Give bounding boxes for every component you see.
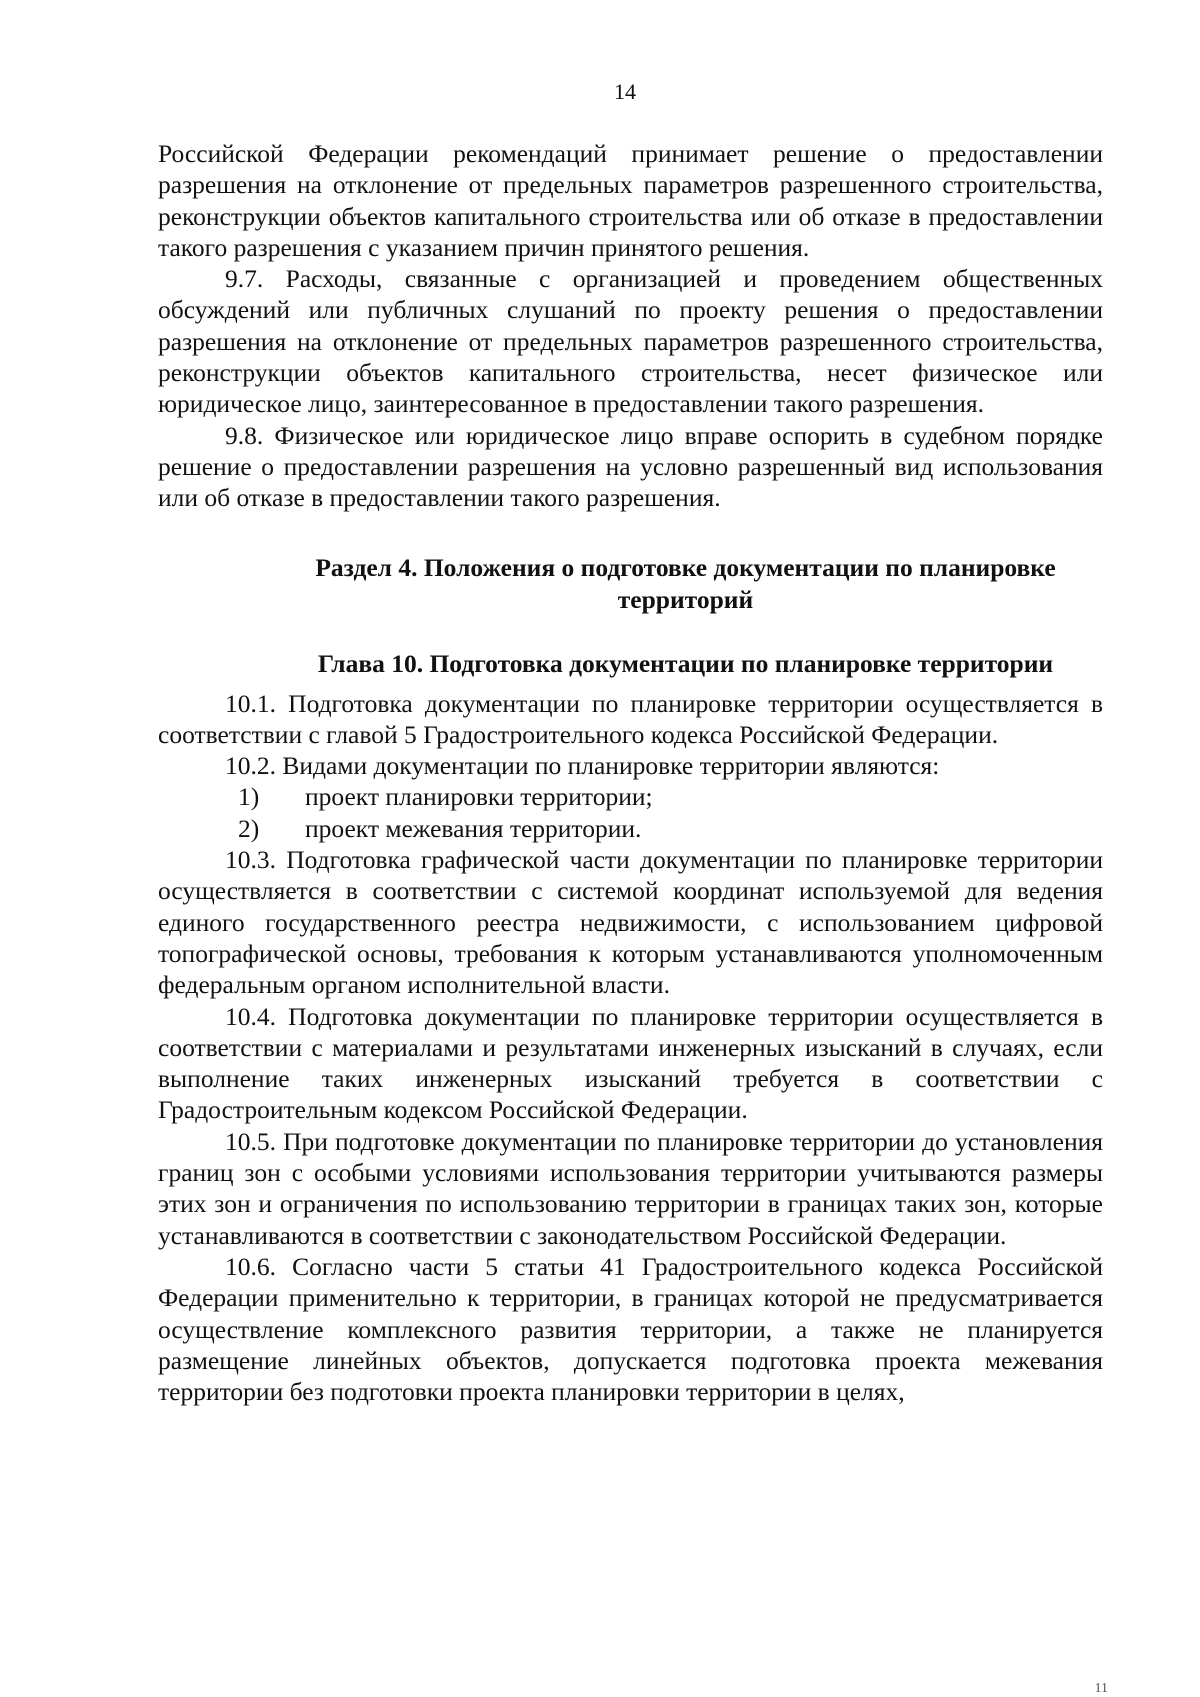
paragraph-10-1: 10.1. Подготовка документации по планировке территории осуществляется в соответствии с главой 5 Градостроительного кодекса Российской Федерации. [158,688,1103,749]
list-item [158,813,1103,844]
paragraph-9-8: 9.8. Физическое или юридическое лицо вправе оспорить в судебном порядке решение о предоставлении разрешения на условно разрешенный вид использования или об отказе в предоставлении такого разрешения. [158,420,1103,513]
paragraph-10-2: 10.2. Видами документации по планировке территории являются: [225,751,940,781]
paragraph-10-6: 10.6. Согласно части 5 статьи 41 Градостроительного кодекса Российской Федерации применительно к территории, в границах которой не предусматривается осуществление комплексного развития территории, а также не планируется размещение линейных объектов, допускается подготовка проекта межевания территории без подготовки проекта планировки территории в целях, [158,1251,1103,1407]
paragraph-continuation: Российской Федерации рекомендаций принимает решение о предоставлении разрешения на отклонение от предельных параметров разрешенного строительства, реконструкции объектов капитального строительства или об отказе в предоставлении такого разрешения с указанием причин принятого решения. [158,139,1103,262]
document-body [158,138,1103,1407]
scan-mark: 11 [1094,1681,1108,1696]
section-title-line-2: территорий [617,584,754,614]
page-number: 14 [614,79,636,104]
list-item-number: 2) [238,813,260,843]
section-heading [158,552,1103,616]
chapter-heading: Глава 10. Подготовка документации по планировке территории [317,648,1054,678]
list-item-text: проект межевания территории. [305,813,642,843]
paragraph-10-4: 10.4. Подготовка документации по планировке территории осуществляется в соответствии с материалами и результатами инженерных изысканий в случаях, если выполнение таких инженерных изысканий требуется в соответствии с Градостроительным кодексом Российской Федерации. [158,1001,1103,1125]
list-item-text: проект планировки территории; [305,782,653,812]
paragraph-10-3: 10.3. Подготовка графической части документации по планировке территории осуществляется в соответствии с системой координат используемой для ведения единого государственного реестра недвижимости, с использованием цифровой топографической основы, требования к которым устанавливаются уполномоченным федеральным органом исполнительной власти. [158,845,1103,1000]
section-title-line-1: Раздел 4. Положения о подготовке документации по планировке [315,552,1056,582]
paragraph-9-7: 9.7. Расходы, связанные с организацией и проведением общественных обсуждений или публичных слушаний по проекту решения о предоставлении разрешения на отклонение от предельных параметров разрешенного строительства, реконструкции объектов капитального строительства, несет физическое или юридическое лицо, заинтересованное в предоставлении такого разрешения. [158,264,1103,419]
list-item [158,781,1103,812]
paragraph-10-5: 10.5. При подготовке документации по планировке территории до установления границ зон с особыми условиями использования территории учитываются размеры этих зон и ограничения по использованию территории в границах таких зон, которые устанавливаются в соответствии с законодательством Российской Федерации. [158,1126,1103,1250]
list-item-number: 1) [238,782,260,812]
